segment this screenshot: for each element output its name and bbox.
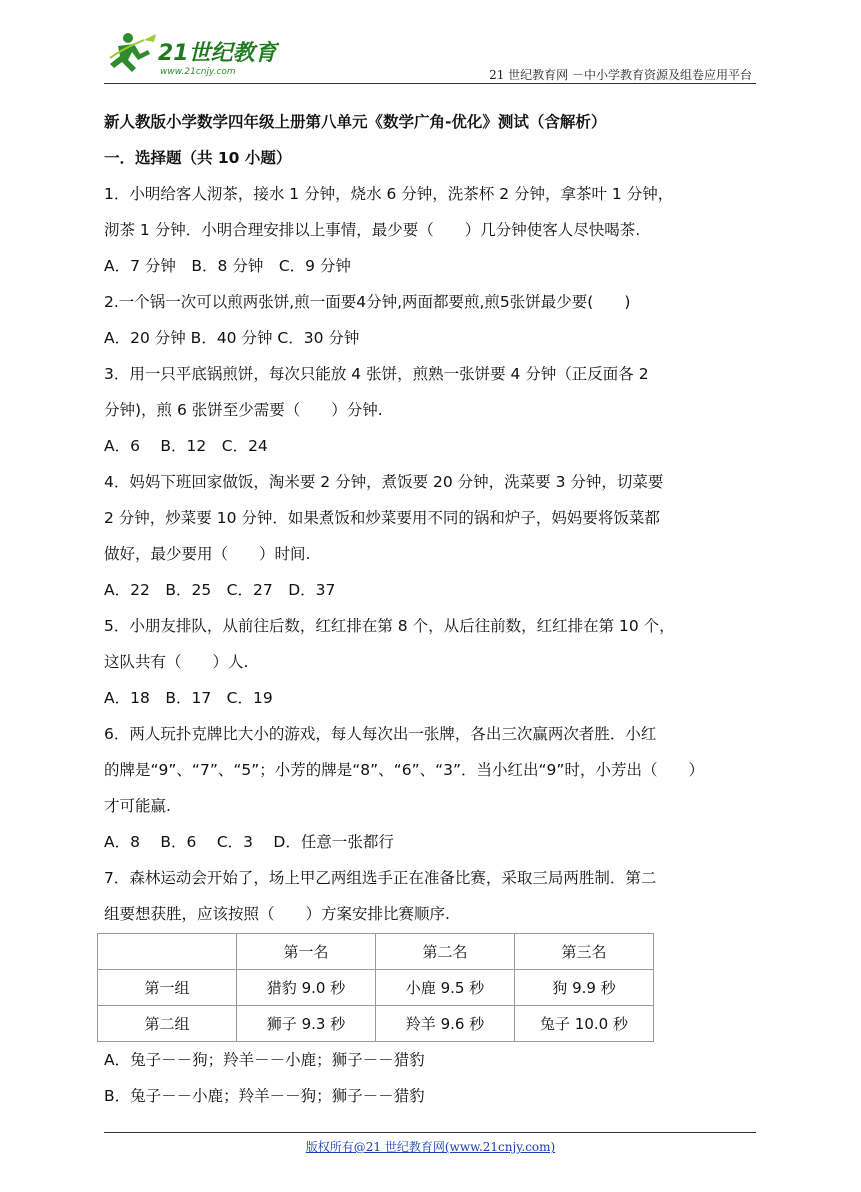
- header-site-name: 21 世纪教育网 －中小学教育资源及组卷应用平台: [489, 68, 752, 82]
- text-line: 组要想获胜，应该按照（ ）方案安排比赛顺序.: [104, 905, 450, 923]
- document-title: 新人教版小学数学四年级上册第八单元《数学广角-优化》测试（含解析）: [104, 113, 607, 131]
- table-cell: 第二组: [98, 1006, 237, 1042]
- text-line: A．7 分钟 B．8 分钟 C．9 分钟: [104, 257, 351, 275]
- text-line: 7．森林运动会开始了，场上甲乙两组选手正在准备比赛，采取三局两胜制．第二: [104, 869, 657, 887]
- text-line: 做好，最少要用（ ）时间.: [104, 545, 311, 563]
- table-cell: 猎豹 9.0 秒: [237, 970, 376, 1006]
- text-line: A．20 分钟 B．40 分钟 C．30 分钟: [104, 329, 360, 347]
- text-line: 2.一个锅一次可以煎两张饼,煎一面要4分钟,两面都要煎,煎5张饼最少要( ): [104, 293, 631, 311]
- document-body: [104, 104, 760, 932]
- text-line: B．兔子－－小鹿；羚羊－－狗；狮子－－猎豹: [104, 1087, 425, 1105]
- footer-divider: [104, 1132, 756, 1133]
- text-line: 沏茶 1 分钟．小明合理安排以上事情，最少要（ ）几分钟使客人尽快喝茶.: [104, 221, 641, 239]
- text-line: 的牌是“9”、“7”、“5”；小芳的牌是“8”、“6”、“3”．当小红出“9”时，小芳出（ ）: [104, 761, 704, 779]
- page-header: [104, 28, 756, 84]
- table-cell: 第一组: [98, 970, 237, 1006]
- table-cell: 第一名: [237, 934, 376, 970]
- site-logo: [104, 28, 279, 80]
- text-line: 2 分钟，炒菜要 10 分钟．如果煮饭和炒菜要用不同的锅和炉子，妈妈要将饭菜都: [104, 509, 660, 527]
- race-results-table: [97, 933, 654, 1042]
- text-line: A．18 B．17 C．19: [104, 689, 273, 707]
- text-line: 这队共有（ ）人.: [104, 653, 249, 671]
- table-cell: 第二名: [376, 934, 515, 970]
- text-line: 4．妈妈下班回家做饭，淘米要 2 分钟，煮饭要 20 分钟，洗菜要 3 分钟，切菜要: [104, 473, 664, 491]
- text-line: 5．小朋友排队，从前往后数，红红排在第 8 个，从后往前数，红红排在第 10 个，: [104, 617, 675, 635]
- logo-url: www.21cnjy.com: [160, 67, 236, 77]
- table-header-row: [98, 934, 654, 970]
- page-footer: [0, 1138, 861, 1155]
- text-line: 3．用一只平底锅煎饼，每次只能放 4 张饼，煎熟一张饼要 4 分钟（正反面各 2: [104, 365, 649, 383]
- table-cell: 羚羊 9.6 秒: [376, 1006, 515, 1042]
- table-row: [98, 1006, 654, 1042]
- table-cell: 狗 9.9 秒: [515, 970, 654, 1006]
- text-line: 分钟)，煎 6 张饼至少需要（ ）分钟.: [104, 401, 383, 419]
- logo-text: 21世纪教育: [158, 41, 277, 66]
- table-cell: 狮子 9.3 秒: [237, 1006, 376, 1042]
- text-line: A．8 B．6 C．3 D．任意一张都行: [104, 833, 394, 851]
- table-row: [98, 970, 654, 1006]
- copyright-link[interactable]: 版权所有@21 世纪教育网(www.21cnjy.com): [305, 1140, 556, 1154]
- table-cell: 小鹿 9.5 秒: [376, 970, 515, 1006]
- text-line: 才可能赢.: [104, 797, 171, 815]
- table-cell: 第三名: [515, 934, 654, 970]
- section-heading: 一．选择题（共 10 小题）: [104, 149, 292, 167]
- text-line: A．22 B．25 C．27 D．37: [104, 581, 336, 599]
- text-line: A．6 B．12 C．24: [104, 437, 268, 455]
- text-line: 1．小明给客人沏茶，接水 1 分钟，烧水 6 分钟，洗茶杯 2 分钟，拿茶叶 1 分钟，: [104, 185, 674, 203]
- table-cell: 兔子 10.0 秒: [515, 1006, 654, 1042]
- answer-options: [104, 1042, 760, 1114]
- header-divider: [104, 83, 756, 84]
- text-line: 6．两人玩扑克牌比大小的游戏，每人每次出一张牌，各出三次赢两次者胜．小红: [104, 725, 657, 743]
- text-line: A．兔子－－狗；羚羊－－小鹿；狮子－－猎豹: [104, 1051, 425, 1069]
- table-cell: [98, 934, 237, 970]
